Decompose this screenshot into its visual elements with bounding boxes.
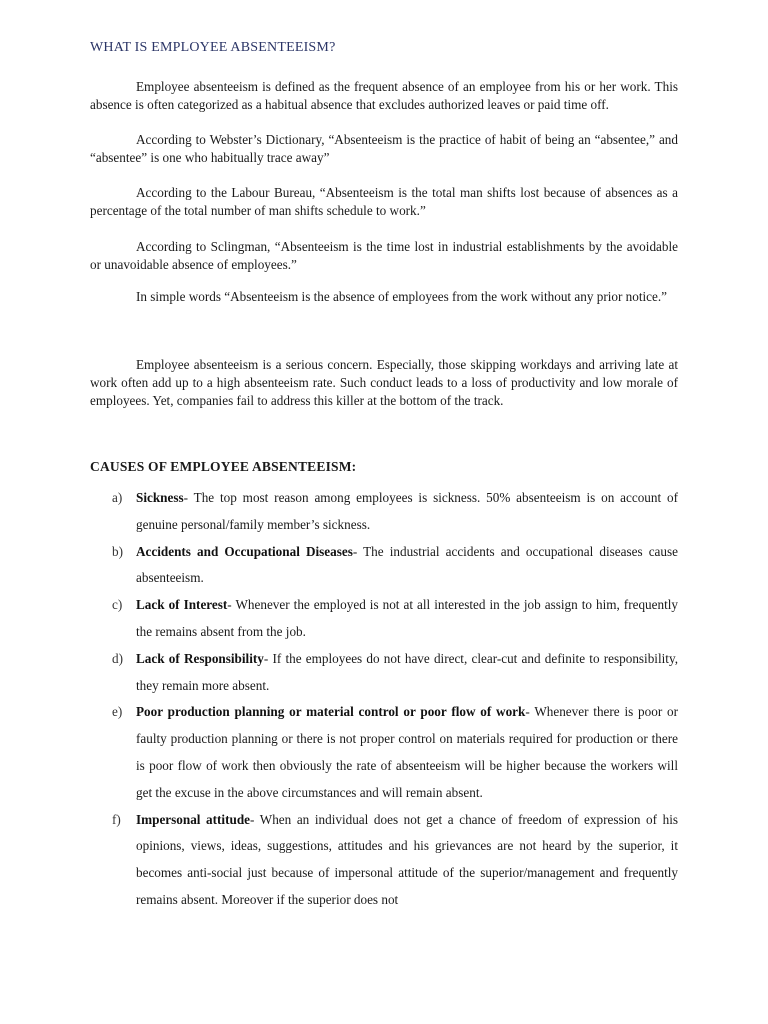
cause-text: - If the employees do not have direct, clear-cut and definite to responsibility, they remain more absent. (136, 650, 678, 693)
cause-term: Sickness (136, 490, 184, 505)
paragraph-definition (90, 78, 678, 114)
paragraph-simple-words (90, 288, 678, 306)
list-marker: a) (112, 490, 123, 505)
cause-term: Lack of Responsibility (136, 650, 264, 666)
list-marker: f) (112, 811, 121, 827)
section-heading-what-is: WHAT IS EMPLOYEE ABSENTEEISM? (90, 40, 336, 55)
cause-text: - Whenever the employed is not at all interested in the job assign to him, frequently the remains absent from the job. (136, 597, 678, 639)
paragraph-text: According to Sclingman, “Absenteeism is the time lost in industrial establishments by the avoidable or unavoidable absence of employees.” (90, 239, 678, 272)
list-item (90, 699, 678, 806)
cause-text: - When an individual does not get a chance of freedom of expression of his opinions, views, ideas, suggestions, attitudes and his grievances are not heard by the superior, it becomes anti-social just because of impersonal attitude of the superior/management and frequently remains absent. Moreover if the superior does not (136, 811, 678, 907)
paragraph-text: Employee absenteeism is defined as the frequent absence of an employee from his or her work. This absence is often categorized as a habitual absence that excludes authorized leaves or paid time off. (90, 79, 678, 112)
paragraph-text: According to the Labour Bureau, “Absenteeism is the total man shifts lost because of absences as a percentage of the total number of man shifts schedule to work.” (90, 185, 678, 218)
paragraph-labour-bureau (90, 184, 678, 220)
paragraph-text: Employee absenteeism is a serious concern. Especially, those skipping workdays and arriving late at work often add up to a high absenteeism rate. Such conduct leads to a loss of productivity and low morale of employees. Yet, companies fail to address this killer at the bottom of the track. (90, 357, 678, 408)
list-item (90, 539, 678, 593)
causes-list (90, 485, 678, 914)
cause-term: Accidents and Occupational Diseases (136, 543, 353, 559)
list-item (90, 646, 678, 700)
list-marker: e) (112, 704, 123, 720)
cause-text: - The top most reason among employees is sickness. 50% absenteeism is on account of genuine personal/family member’s sickness. (136, 490, 678, 532)
list-item (90, 592, 678, 646)
list-item (90, 807, 678, 914)
paragraph-webster (90, 131, 678, 167)
cause-term: Lack of Interest (136, 597, 228, 613)
list-marker: d) (112, 650, 123, 666)
list-marker: b) (112, 543, 123, 559)
paragraph-sclingman (90, 238, 678, 274)
list-item (90, 485, 678, 539)
section-heading-causes: CAUSES OF EMPLOYEE ABSENTEEISM: (90, 459, 357, 474)
paragraph-text: In simple words “Absenteeism is the absence of employees from the work without any prior notice.” (136, 289, 668, 304)
cause-text: - The industrial accidents and occupational diseases cause absenteeism. (136, 543, 678, 586)
list-marker: c) (112, 597, 123, 613)
cause-term: Poor production planning or material control or poor flow of work (136, 704, 526, 720)
cause-term: Impersonal attitude (136, 811, 251, 827)
paragraph-serious-concern (90, 356, 678, 410)
cause-text: - Whenever there is poor or faulty production planning or there is not proper control on materials required for production or there is poor flow of work then obviously the rate of absenteeism will be higher because the workers will get the excuse in the above circumstances and will remain absent. (136, 704, 678, 800)
paragraph-text: According to Webster’s Dictionary, “Absenteeism is the practice of habit of being an “absentee,” and “absentee” is one who habitually trace away” (90, 132, 678, 165)
